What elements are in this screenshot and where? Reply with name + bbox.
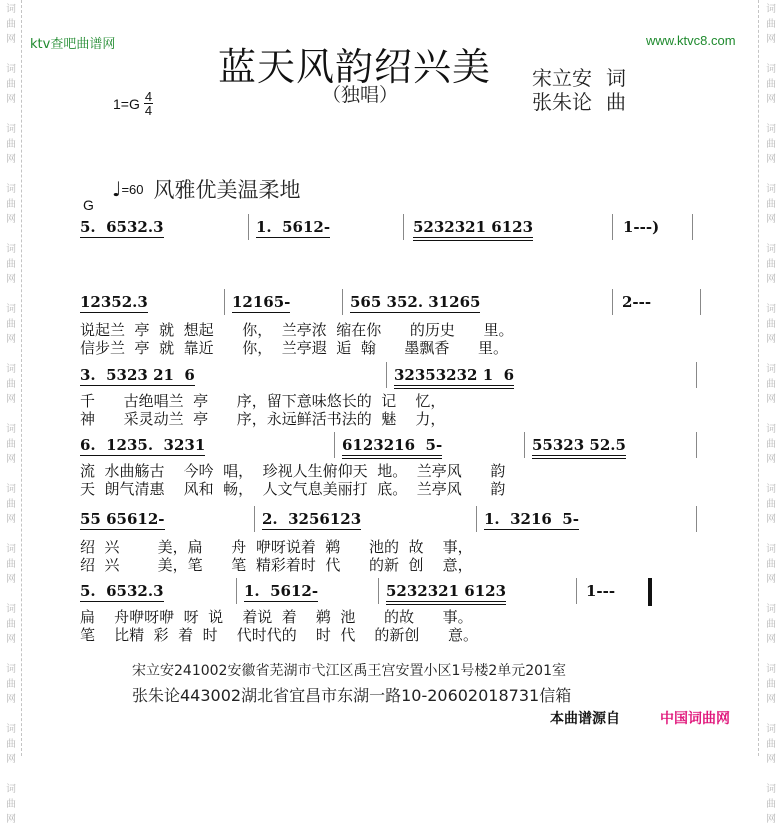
measure: 1--- — [586, 582, 616, 600]
time-signature: $\frac{4}{4}$ — [144, 89, 153, 118]
watermark-char: 曲 — [766, 439, 776, 450]
barline — [403, 214, 404, 240]
measure: 1. 5612- — [256, 218, 331, 236]
watermark-char: 词 — [766, 304, 776, 315]
measure: 3. 5323 21 6 — [80, 366, 195, 384]
measure: 5232321 6123 — [386, 582, 506, 605]
watermark-char: 网 — [6, 814, 16, 825]
watermark-char: 网 — [6, 574, 16, 585]
barline — [254, 506, 255, 532]
watermark-char: 网 — [766, 754, 776, 765]
watermark-char: 曲 — [6, 139, 16, 150]
barline — [334, 432, 335, 458]
watermark-char: 曲 — [766, 739, 776, 750]
watermark-char: 网 — [766, 514, 776, 525]
watermark-group — [766, 482, 776, 527]
watermark-char: 网 — [6, 214, 16, 225]
watermark-group — [766, 362, 776, 407]
lyrics-verse-1: 千 古绝唱兰 亭 序，留下意味悠长的 记 忆， — [80, 392, 446, 410]
lyrics-verse-2: 神 采灵动兰 亭 序，永远鲜活书法的 魅 力， — [80, 410, 446, 428]
watermark-char: 词 — [766, 604, 776, 615]
lyrics-verse-2: 笔 比精 彩 着 时 代时代的 时 代 的新创 意。 — [80, 626, 479, 644]
barline — [524, 432, 525, 458]
watermark-char: 曲 — [766, 559, 776, 570]
watermark-char: 网 — [6, 514, 16, 525]
measure: 5. 6532.3 — [80, 218, 164, 236]
composer-role: 曲 — [606, 90, 626, 114]
watermark-char: 曲 — [766, 199, 776, 210]
watermark-char: 词 — [6, 4, 16, 15]
watermark-char: 曲 — [6, 19, 16, 30]
watermark-char: 网 — [6, 634, 16, 645]
source-label: 本曲谱源自 — [550, 711, 620, 727]
watermark-group — [766, 662, 776, 707]
watermark-group — [6, 662, 16, 707]
watermark-char: 曲 — [6, 559, 16, 570]
measure: 2--- — [622, 293, 652, 311]
watermark-char: 曲 — [766, 379, 776, 390]
watermark-char: 词 — [766, 724, 776, 735]
watermark-char: 曲 — [766, 19, 776, 30]
barline — [700, 289, 701, 315]
watermark-char: 曲 — [6, 259, 16, 270]
watermark-char: 词 — [6, 724, 16, 735]
lyrics-verse-2: 天 朗气清惠 风和 畅， 人文气息美丽打 底。 兰亭风 韵 — [80, 480, 506, 498]
watermark-char: 曲 — [766, 679, 776, 690]
watermark-group — [766, 422, 776, 467]
watermark-char: 网 — [766, 274, 776, 285]
watermark-char: 词 — [6, 484, 16, 495]
watermark-char: 词 — [766, 124, 776, 135]
source-site-link[interactable]: 中国词曲网 — [660, 711, 730, 727]
watermark-group — [6, 362, 16, 407]
tempo-marking — [112, 174, 301, 204]
site-name-left: ktv查吧曲谱网 — [30, 37, 116, 52]
barline — [342, 289, 343, 315]
watermark-char: 曲 — [766, 799, 776, 810]
watermark-group — [766, 2, 776, 47]
measure: 55 65612- — [80, 510, 165, 528]
watermark-char: 词 — [766, 424, 776, 435]
watermark-char: 曲 — [6, 439, 16, 450]
lyrics-verse-2: 绍 兴 美，笔 笔 精彩着时 代 的新 创 意， — [80, 556, 473, 574]
watermark-char: 词 — [6, 544, 16, 555]
watermark-char: 词 — [766, 4, 776, 15]
watermark-group — [6, 2, 16, 47]
watermark-char: 网 — [6, 34, 16, 45]
watermark-char: 网 — [6, 334, 16, 345]
watermark-group — [6, 302, 16, 347]
watermark-char: 网 — [6, 454, 16, 465]
barline — [476, 506, 477, 532]
watermark-char: 词 — [766, 244, 776, 255]
watermark-group — [766, 242, 776, 287]
watermark-char: 网 — [766, 694, 776, 705]
watermark-char: 词 — [6, 244, 16, 255]
barline — [696, 506, 697, 532]
watermark-char: 词 — [766, 64, 776, 75]
watermark-char: 词 — [766, 364, 776, 375]
watermark-char: 网 — [766, 154, 776, 165]
measure: 12352.3 — [80, 293, 148, 311]
watermark-char: 词 — [6, 664, 16, 675]
lyricist-name: 宋立安 — [532, 66, 592, 90]
lyricist-role: 词 — [606, 66, 626, 90]
watermark-group — [6, 182, 16, 227]
watermark-group — [766, 782, 776, 827]
lyrics-verse-1: 说起兰 亭 就 想起 你， 兰亭浓 缩在你 的历史 里。 — [80, 321, 514, 339]
watermark-char: 网 — [766, 454, 776, 465]
watermark-char: 网 — [6, 694, 16, 705]
watermark-group — [766, 122, 776, 167]
watermark-left — [2, 0, 20, 825]
watermark-char: 曲 — [6, 79, 16, 90]
watermark-char: 网 — [766, 34, 776, 45]
watermark-char: 曲 — [766, 619, 776, 630]
watermark-char: 词 — [6, 124, 16, 135]
barline — [248, 214, 249, 240]
watermark-char: 词 — [6, 784, 16, 795]
song-subtitle: （独唱） — [322, 84, 399, 106]
expression-marking: 风雅优美温柔地 — [153, 178, 301, 202]
watermark-group — [766, 182, 776, 227]
measure: 565 352. 31265 — [350, 293, 481, 311]
watermark-char: 曲 — [766, 259, 776, 270]
watermark-char: 网 — [766, 94, 776, 105]
margin-divider-right — [758, 0, 759, 756]
watermark-right — [762, 0, 780, 825]
final-barline — [648, 578, 652, 606]
lyricist-address: 宋立安241002安徽省芜湖市弋江区禹王宫安置小区1号楼2单元201室 — [132, 663, 566, 679]
watermark-group — [6, 422, 16, 467]
watermark-char: 曲 — [766, 139, 776, 150]
barline — [224, 289, 225, 315]
watermark-char: 曲 — [6, 619, 16, 630]
tempo-bpm: =60 — [121, 181, 144, 197]
barline — [576, 578, 577, 604]
watermark-char: 曲 — [6, 199, 16, 210]
watermark-char: 网 — [766, 214, 776, 225]
watermark-char: 曲 — [766, 499, 776, 510]
watermark-group — [6, 722, 16, 767]
watermark-char: 词 — [766, 484, 776, 495]
watermark-char: 曲 — [6, 379, 16, 390]
measure: 5. 6532.3 — [80, 582, 164, 600]
watermark-char: 词 — [6, 604, 16, 615]
watermark-char: 词 — [6, 304, 16, 315]
watermark-char: 曲 — [766, 319, 776, 330]
barline — [386, 362, 387, 388]
watermark-char: 词 — [6, 424, 16, 435]
lyrics-verse-1: 扁 舟咿呀咿 呀 说 着说 着 鹈 池 的故 事。 — [80, 608, 473, 626]
barline — [236, 578, 237, 604]
watermark-char: 网 — [6, 94, 16, 105]
watermark-char: 曲 — [6, 319, 16, 330]
watermark-char: 词 — [766, 664, 776, 675]
watermark-group — [766, 722, 776, 767]
barline — [612, 214, 613, 240]
chord-symbol: G — [83, 197, 94, 213]
watermark-char: 网 — [766, 394, 776, 405]
site-url-right[interactable]: www.ktvc8.com — [646, 33, 736, 48]
watermark-char: 曲 — [6, 679, 16, 690]
watermark-char: 曲 — [6, 739, 16, 750]
barline — [696, 432, 697, 458]
margin-divider-left — [21, 0, 22, 756]
measure: 6. 1235. 3231 — [80, 436, 206, 454]
watermark-char: 词 — [766, 184, 776, 195]
quarter-note-icon: ♩ — [112, 177, 122, 201]
measure: 2. 3256123 — [262, 510, 362, 528]
barline — [696, 362, 697, 388]
watermark-group — [766, 542, 776, 587]
key-signature — [113, 90, 153, 117]
lyrics-verse-1: 绍 兴 美，扁 舟 咿呀说着 鹈 池的 故 事， — [80, 538, 473, 556]
watermark-group — [766, 602, 776, 647]
watermark-char: 词 — [6, 184, 16, 195]
barline — [692, 214, 693, 240]
lyrics-verse-2: 信步兰 亭 就 靠近 你， 兰亭遐 逅 翰 墨飘香 里。 — [80, 339, 509, 357]
measure: 55323 52.5 — [532, 436, 626, 459]
credits — [532, 66, 626, 114]
watermark-group — [6, 122, 16, 167]
watermark-char: 网 — [6, 274, 16, 285]
measure: 5232321 6123 — [413, 218, 533, 241]
watermark-char: 网 — [6, 754, 16, 765]
lyrics-verse-1: 流 水曲觞古 今吟 唱， 珍视人生俯仰天 地。 兰亭风 韵 — [80, 462, 506, 480]
watermark-char: 网 — [766, 814, 776, 825]
watermark-group — [6, 482, 16, 527]
watermark-char: 网 — [766, 334, 776, 345]
song-title: 蓝天风韵绍兴美 — [218, 45, 492, 89]
watermark-char: 词 — [6, 64, 16, 75]
measure: 1. 5612- — [244, 582, 319, 600]
watermark-group — [6, 242, 16, 287]
watermark-char: 网 — [6, 394, 16, 405]
key-label: 1=G — [113, 95, 140, 112]
watermark-char: 网 — [6, 154, 16, 165]
measure: 1. 3216 5- — [484, 510, 579, 528]
watermark-group — [6, 602, 16, 647]
watermark-group — [6, 542, 16, 587]
watermark-char: 网 — [766, 574, 776, 585]
watermark-char: 曲 — [766, 79, 776, 90]
measure: 12165- — [232, 293, 291, 311]
measure: 32353232 1 6 — [394, 366, 514, 389]
watermark-group — [766, 62, 776, 107]
watermark-char: 曲 — [6, 499, 16, 510]
watermark-char: 曲 — [6, 799, 16, 810]
watermark-char: 网 — [766, 634, 776, 645]
measure: 6123216 5- — [342, 436, 442, 459]
watermark-char: 词 — [766, 784, 776, 795]
watermark-group — [766, 302, 776, 347]
watermark-group — [6, 782, 16, 827]
watermark-char: 词 — [766, 544, 776, 555]
composer-name: 张朱论 — [532, 90, 592, 114]
composer-address: 张朱论443002湖北省宜昌市东湖一路10-20602018731信箱 — [132, 686, 572, 705]
measure: 1---) — [623, 218, 660, 236]
barline — [378, 578, 379, 604]
watermark-char: 词 — [6, 364, 16, 375]
watermark-group — [6, 62, 16, 107]
barline — [612, 289, 613, 315]
